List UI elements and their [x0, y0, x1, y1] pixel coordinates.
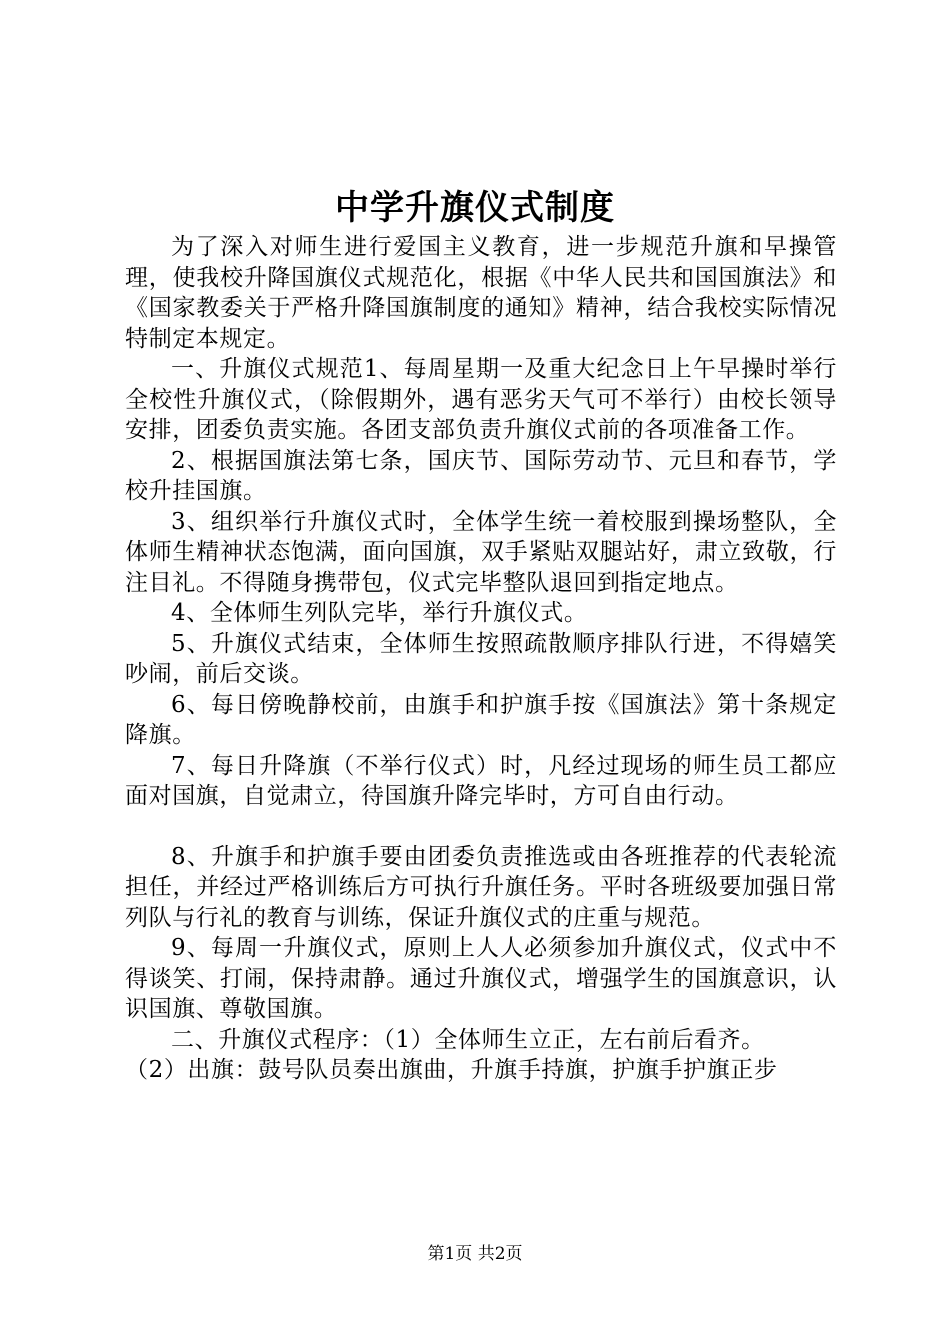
paragraph-item-4: 4、全体师生列队完毕，举行升旗仪式。: [171, 600, 588, 626]
paragraph-item-5: 5、升旗仪式结束，全体师生按照疏散顺序排队行进，不得嬉笑吵闹，前后交谈。: [125, 630, 837, 687]
paragraph-item-3: 3、组织举行升旗仪式时，全体学生统一着校服到操场整队，全体师生精神状态饱满，面向国旗，双手紧贴双腿站好，肃立致敬，行注目礼。不得随身携带包，仪式完毕整队退回到指定地点。: [125, 508, 837, 596]
document-title: 中学升旗仪式制度: [335, 188, 615, 228]
paragraph-item-8: 8、升旗手和护旗手要由团委负责推选或由各班推荐的代表轮流担任，并经过严格训练后方可执行升旗任务。平时各班级要加强日常列队与行礼的教育与训练，保证升旗仪式的庄重与规范。: [125, 843, 837, 931]
paragraph-section-two: 二、升旗仪式程序：（1）全体师生立正，左右前后看齐。: [171, 1026, 765, 1053]
paragraph-intro: 为了深入对师生进行爱国主义教育，进一步规范升旗和早操管理，使我校升降国旗仪式规范化，根据《中华人民共和国国旗法》和《国家教委关于严格升降国旗制度的通知》精神，结合我校实际情况特制定本规定。: [125, 234, 837, 352]
paragraph-item-6: 6、每日傍晚静校前，由旗手和护旗手按《国旗法》第十条规定降旗。: [125, 691, 837, 748]
paragraph-step-2: （2）出旗：鼓号队员奏出旗曲，升旗手持旗，护旗手护旗正步: [125, 1057, 778, 1083]
paragraph-section-one: 一、升旗仪式规范1、每周星期一及重大纪念日上午早操时举行全校性升旗仪式，（除假期外，遇有恶劣天气可不举行）由校长领导安排，团委负责实施。各团支部负责升旗仪式前的各项准备工作。: [125, 356, 837, 443]
page-footer: 第1页 共2页: [427, 1244, 523, 1264]
document-body: [125, 232, 837, 1086]
paragraph-item-7: 7、每日升降旗（不举行仪式）时，凡经过现场的师生员工都应面对国旗，自觉肃立，待国旗升降完毕时，方可自由行动。: [125, 752, 837, 809]
paragraph-item-2: 2、根据国旗法第七条，国庆节、国际劳动节、元旦和春节，学校升挂国旗。: [125, 447, 837, 504]
paragraph-item-9: 9、每周一升旗仪式，原则上人人必须参加升旗仪式，仪式中不得谈笑、打闹，保持肃静。通过升旗仪式，增强学生的国旗意识，认识国旗、尊敬国旗。: [125, 935, 837, 1022]
